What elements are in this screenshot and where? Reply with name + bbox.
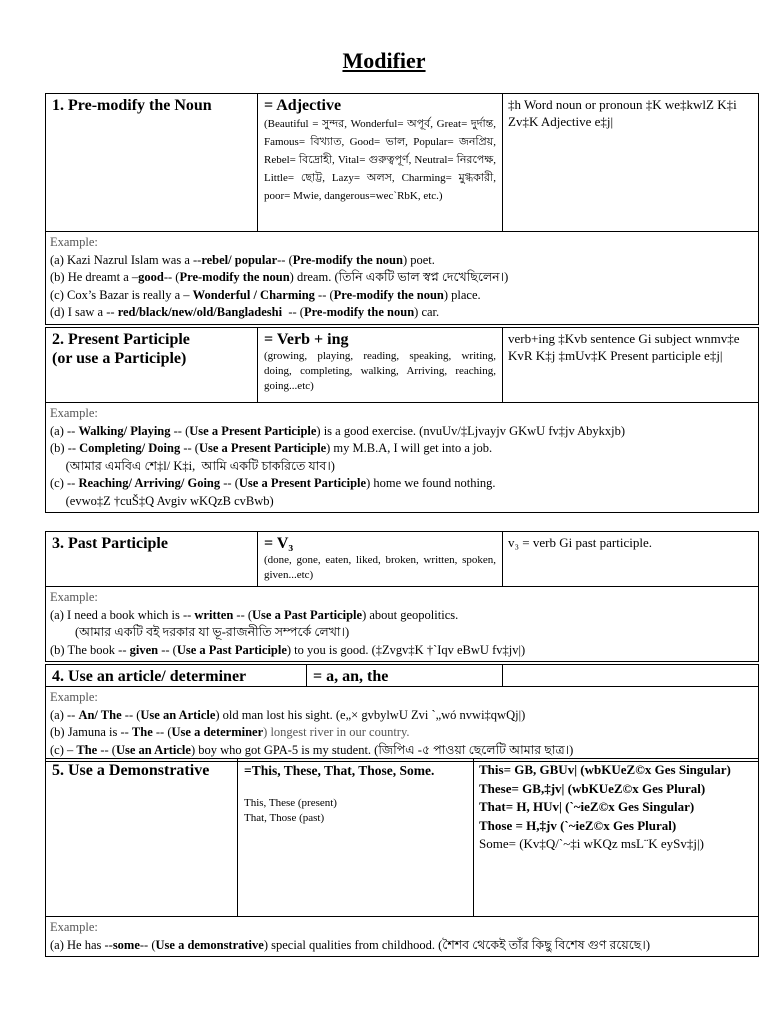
example-label: Example:: [50, 920, 98, 934]
note-that: That= H, HUv| (`~ieZ©x Ges Singular): [479, 799, 695, 814]
example-line: (c) Cox’s Bazar is really a – Wonderful / Charming -- (Pre-modify the noun) place.: [50, 287, 481, 302]
demonstrative-notes: [474, 759, 758, 916]
examples-block: [46, 587, 758, 661]
formula: =This, These, That, Those, Some.: [244, 763, 435, 778]
example-line: (a) I need a book which is -- written -- (Use a Past Participle) about geopolitics.: [50, 607, 459, 622]
note-these: These= GB,‡jv| (wbKUeZ©x Ges Plural): [479, 780, 706, 796]
example-label: Example:: [50, 690, 98, 704]
example-line: (b) -- Completing/ Doing -- (Use a Present Participle) my M.B.A, I will get into a job.: [50, 441, 493, 455]
example-line: (a) He has --some-- (Use a demonstrative) special qualities from childhood. (শৈশব থেকেই তাঁর কিছু বিশেষ গুণ রয়েছে।): [50, 937, 651, 952]
formula-cell: [307, 665, 503, 686]
examples-block: [46, 687, 758, 761]
section-heading: 2. Present Participle (or use a Participle): [46, 328, 258, 402]
note-those: Those = H,‡jv (`~ieZ©x Ges Plural): [479, 817, 677, 833]
example-line: (a) -- Walking/ Playing -- (Use a Present Participle) is a good exercise. (nvuUv/‡Ljvayjv GKwU fv‡jv Abykxjb): [50, 423, 626, 438]
example-line: (b) The book -- given -- (Use a Past Participle) to you is good. (‡Zvgv‡K †`Iqv eBwU fv‡jv|): [50, 642, 526, 657]
example-translation: (আমার একটি বই দরকার যা ভূ-রাজনীতি সম্পর্কে লেখা।): [50, 625, 350, 639]
example-line: (b) Jamuna is -- The -- (Use a determiner) longest river in our country.: [50, 725, 410, 739]
empty-cell: [503, 665, 758, 686]
examples-block: [46, 917, 758, 956]
definition-note: ‡h Word noun or pronoun ‡K we‡kwlZ K‡i Zv‡K Adjective e‡j|: [508, 97, 737, 129]
formula-cell: [238, 759, 474, 916]
note-this: This= GB, GBUv| (wbKUeZ©x Ges Singular): [479, 762, 731, 777]
example-line: (c) – The -- (Use an Article) boy who got GPA-5 is my student. (জিপিএ -৫ পাওয়া ছেলেটি আমার ছাত্র।): [50, 742, 574, 757]
formula-cell: [258, 328, 503, 402]
examples-block: [46, 232, 758, 324]
section-demonstrative: [45, 758, 759, 957]
word-list: (done, gone, eaten, liked, broken, written, spoken, given...etc): [264, 554, 496, 581]
section-past-participle: [45, 531, 759, 662]
formula-cell: [258, 532, 503, 586]
formula: = Adjective: [264, 97, 342, 114]
examples-block: [46, 403, 758, 512]
section-heading: 5. Use a Demonstrative: [46, 759, 238, 916]
section-heading: 4. Use an article/ determiner: [46, 665, 307, 686]
example-label: Example:: [50, 406, 98, 420]
formula: = V₃: [264, 535, 294, 552]
word-list: (growing, playing, reading, speaking, writing, doing, completing, walking, Arriving, reaching, going...etc): [264, 350, 496, 392]
example-label: Example:: [50, 235, 98, 249]
example-translation: (evwo‡Z †cuŠ‡Q Avgiv wKQzB cvBwb): [50, 493, 274, 508]
note-some: Some= (Kv‡Q/`~‡i wKQz msL¨K eySv‡j|): [479, 836, 704, 851]
example-line: (d) I saw a -- red/black/new/old/Bangladeshi -- (Pre-modify the noun) car.: [50, 305, 440, 319]
section-pre-modify-noun: [45, 93, 759, 325]
definition-note: verb+ing ‡Kvb sentence Gi subject wnmv‡e KvR K‡j ‡mUv‡K Present participle e‡j|: [508, 331, 740, 363]
section-article-determiner: [45, 664, 759, 762]
section-heading: 1. Pre-modify the Noun: [46, 94, 258, 231]
word-list: (Beautiful = সুন্দর, Wonderful= অপূর্ব, Great= দুর্দান্ত, Famous= বিখ্যাত, Good= ভাল, Popular= জনপ্রিয়, Rebel= বিদ্রোহী, Vital= গুরুত্বপূর্ণ, Neutral= নিরপেক্ষ, Little= ছোট্ট, Lazy= অলস, Charming= মুগ্ধকারী, poor= Mwie, dangerous=wec`RbK, etc.): [264, 118, 496, 202]
example-line: (a) Kazi Nazrul Islam was a --rebel/ popular-- (Pre-modify the noun) poet.: [50, 252, 435, 267]
example-line: (a) -- An/ The -- (Use an Article) old man lost his sight. (e„× gvbylwU Zvi `„wó nvwi‡qwQj|): [50, 707, 526, 722]
formula: = a, an, the: [313, 668, 389, 685]
example-translation: (আমার এমবিএ শে‡l/ K‡i, আমি একটি চাকরিতে যাব।): [50, 458, 335, 473]
example-line: (c) -- Reaching/ Arriving/ Going -- (Use a Present Participle) home we found nothing.: [50, 476, 496, 490]
example-label: Example:: [50, 590, 98, 604]
definition-note: v₃ = verb Gi past participle.: [508, 535, 652, 550]
word-list: This, These (present) That, Those (past): [244, 797, 337, 824]
example-line: (b) He dreamt a –good-- (Pre-modify the noun) dream. (তিনি একটি ভাল স্বপ্ন দেখেছিলেন।): [50, 270, 509, 284]
formula: = Verb + ing: [264, 331, 349, 348]
section-heading: 3. Past Participle: [46, 532, 258, 586]
section-present-participle: [45, 327, 759, 513]
page-title: Modifier: [342, 48, 426, 73]
formula-cell: [258, 94, 503, 231]
